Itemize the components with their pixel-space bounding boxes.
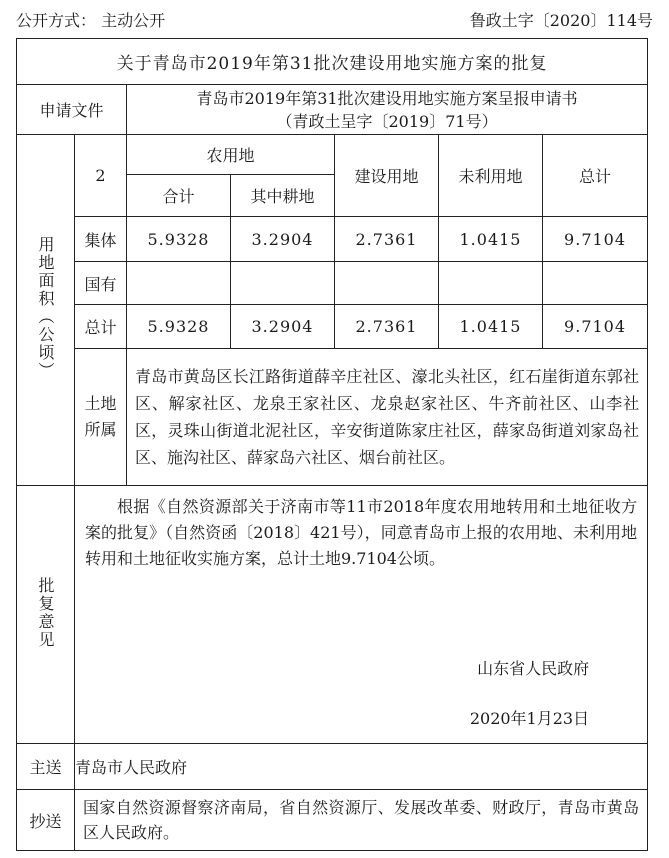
main-recipient-row <box>17 744 648 790</box>
cell-unused: 1.0415 <box>439 305 543 349</box>
ownership-text: 青岛市黄岛区长江路街道薛辛庄社区、濠北头社区，红石崖街道东郭社区、解家社区、龙泉王家社区、龙泉赵家社区、牛齐前社区、山李社区，灵珠山街道北泥社区，辛安街道陈家庄社区，薛家岛街道刘家岛社区、施沟社区、薛家岛六社区、烟台前社区。 <box>135 367 640 467</box>
table-row <box>17 305 648 349</box>
application-document <box>127 85 648 135</box>
cell-farmland: 3.2904 <box>231 305 335 349</box>
row-label-collective: 集体 <box>75 217 127 262</box>
cc-label: 抄送 <box>17 790 75 851</box>
cell-construction: 2.7361 <box>335 217 439 262</box>
application-row <box>17 85 648 135</box>
header-total: 总计 <box>543 135 648 217</box>
table-row <box>17 217 648 262</box>
header-farmland: 其中耕地 <box>231 175 335 217</box>
opinion-text: 根据《自然资源部关于济南市等11市2018年度农用地转用和土地征收方案的批复》（自然资函〔2018〕421号），同意青岛市上报的农用地、未利用地转用和土地征收实施方案，总计土地9.7104公顷。 <box>85 497 638 568</box>
cell-total: 9.7104 <box>543 217 648 262</box>
cell-construction: 2.7361 <box>335 305 439 349</box>
cell-total: 9.7104 <box>543 305 648 349</box>
opinion-content <box>75 486 648 744</box>
cell-agri-total: 5.9328 <box>127 305 231 349</box>
table-corner-number: 2 <box>75 135 127 217</box>
application-label: 申请文件 <box>17 85 127 135</box>
ownership-row <box>17 349 648 486</box>
main-recipient-label: 主送 <box>17 744 75 790</box>
ownership-content <box>127 349 648 486</box>
header-unused-land: 未利用地 <box>439 135 543 217</box>
application-line-1: 青岛市2019年第31批次建设用地实施方案呈报申请书 <box>196 88 578 108</box>
opinion-label-text: 批复意见 <box>36 576 55 649</box>
cc-row <box>17 790 648 851</box>
cell-farmland <box>231 262 335 305</box>
cell-total <box>543 262 648 305</box>
opinion-label <box>17 486 75 744</box>
land-area-side-label <box>17 135 75 486</box>
cell-agri-total: 5.9328 <box>127 217 231 262</box>
approval-table <box>16 38 648 851</box>
cc-content <box>75 790 648 851</box>
land-area-label-text: 用地面积（公顷） <box>36 236 55 380</box>
signing-date: 2020年1月23日 <box>469 709 590 728</box>
header-construction-land: 建设用地 <box>335 135 439 217</box>
cell-farmland: 3.2904 <box>231 217 335 262</box>
document-number: 鲁政土字〔2020〕114号 <box>469 11 653 30</box>
opinion-row <box>17 486 648 744</box>
disclosure-method: 公开方式： 主动公开 <box>16 11 166 30</box>
title-row <box>17 39 648 85</box>
area-header-row-1 <box>17 135 648 175</box>
signing-authority: 山东省人民政府 <box>477 659 590 678</box>
header-agri-subtotal: 合计 <box>127 175 231 217</box>
row-label-total: 总计 <box>75 305 127 349</box>
document-header <box>16 8 653 30</box>
header-agri-land: 农用地 <box>127 135 335 175</box>
application-line-2: （青政土呈字〔2019〕71号） <box>276 111 498 131</box>
cc-value: 国家自然资源督察济南局，省自然资源厅、发展改革委、财政厅，青岛市黄岛区人民政府。 <box>83 798 640 842</box>
cell-construction <box>335 262 439 305</box>
ownership-label: 土地所属 <box>75 349 127 486</box>
cell-agri-total <box>127 262 231 305</box>
cell-unused: 1.0415 <box>439 217 543 262</box>
table-row <box>17 262 648 305</box>
cell-unused <box>439 262 543 305</box>
main-recipient-value: 青岛市人民政府 <box>75 744 648 790</box>
document-title: 关于青岛市2019年第31批次建设用地实施方案的批复 <box>17 39 648 85</box>
row-label-state: 国有 <box>75 262 127 305</box>
